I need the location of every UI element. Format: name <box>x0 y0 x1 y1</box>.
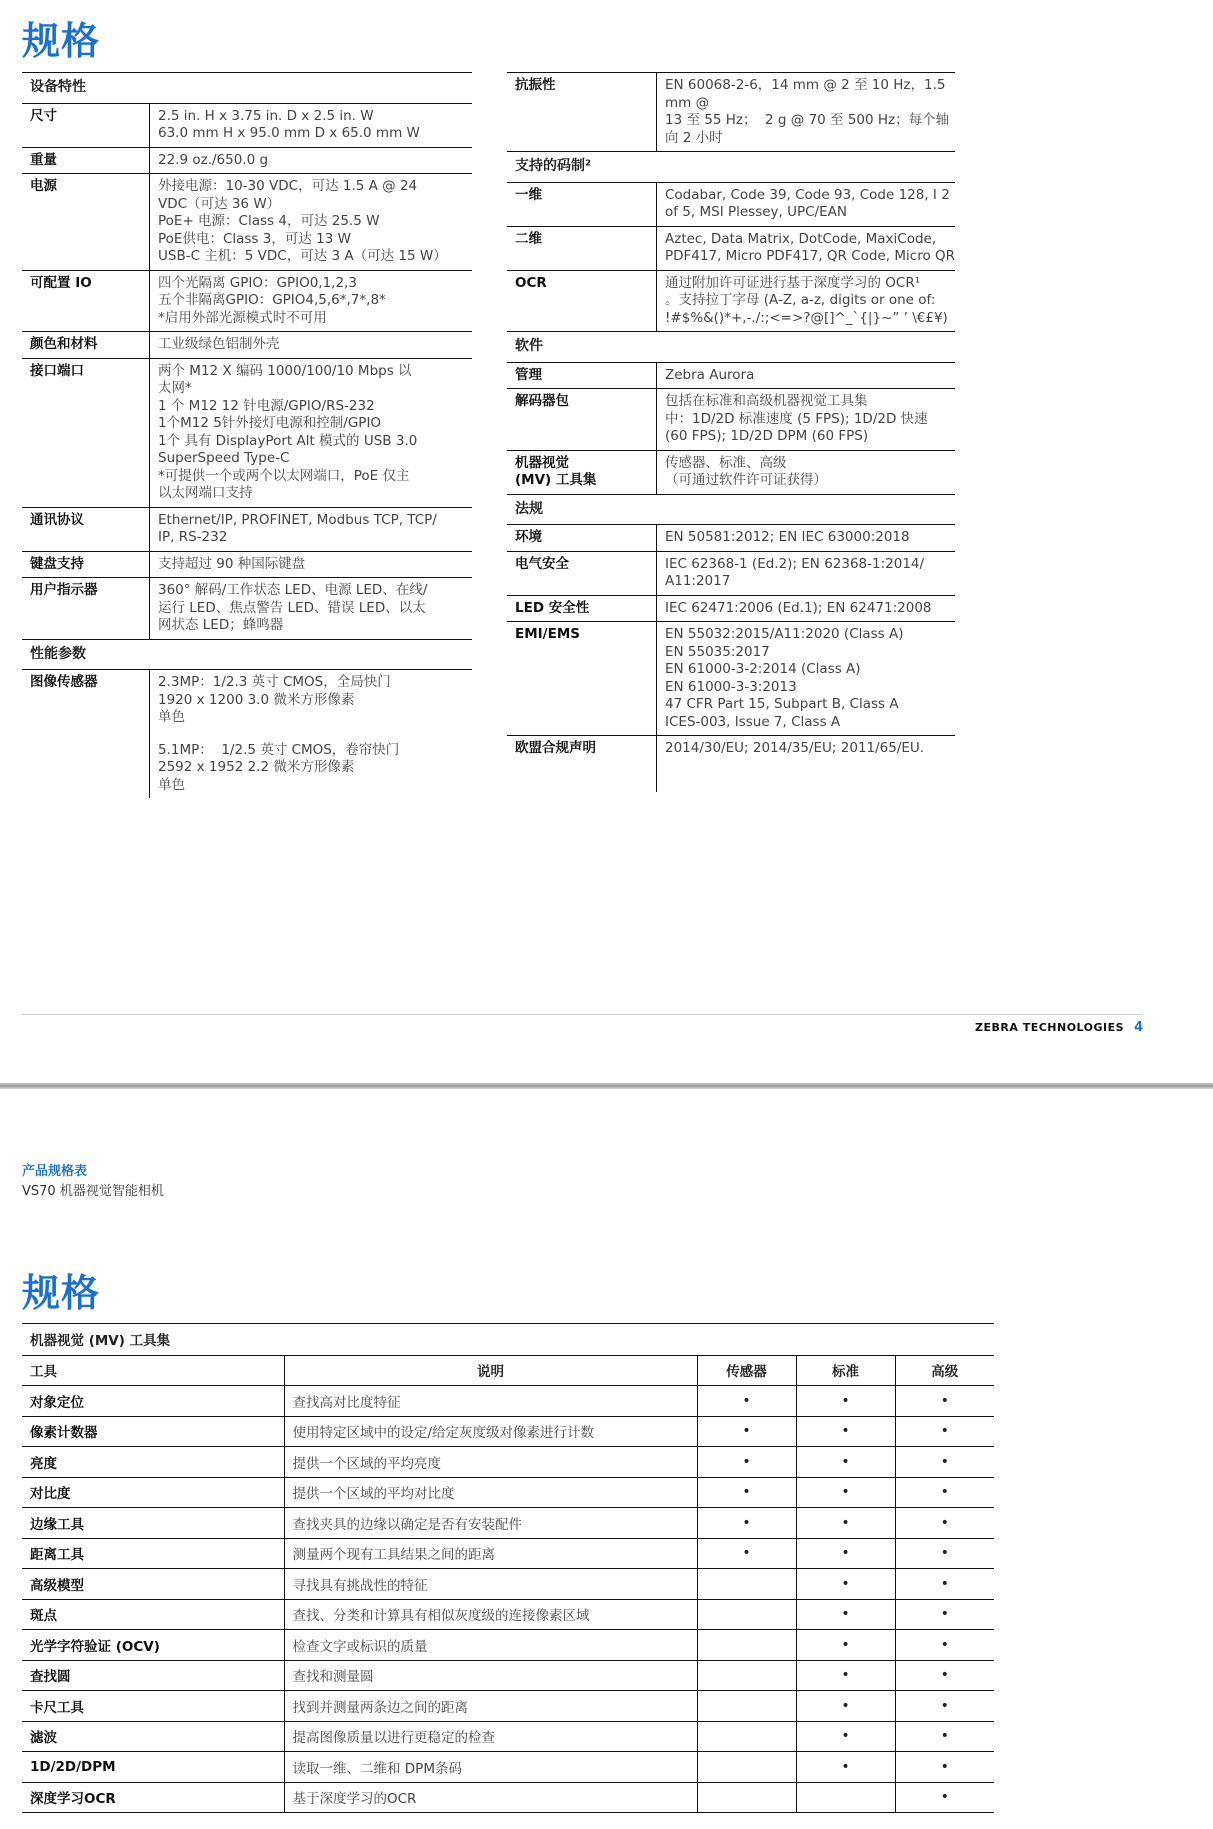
advanced-mark: • <box>895 1630 994 1661</box>
table-row <box>22 1691 994 1722</box>
tool-description: 寻找具有挑战性的特征 <box>284 1569 697 1600</box>
spec-row <box>22 271 472 333</box>
spec-value-line: SuperSpeed Type-C <box>158 450 290 466</box>
spec-value <box>150 670 407 798</box>
tool-description: 使用特定区域中的设定/给定灰度级对像素进行计数 <box>284 1416 697 1447</box>
tool-name: 光学字符验证 (OCV) <box>22 1630 284 1661</box>
spec-value-line: 5.1MP： 1/2.5 英寸 CMOS，卷帘快门 <box>158 741 400 758</box>
sensor-mark <box>697 1660 796 1691</box>
spec-value-line: 22.9 oz./650.0 g <box>158 151 269 168</box>
spec-value-line: VDC（可达 36 W） <box>158 195 281 212</box>
section-header: 法规 <box>507 495 955 526</box>
col-header-advanced: 高级 <box>895 1355 994 1386</box>
table-row <box>22 1508 994 1539</box>
spec-value-line: 太网* <box>158 380 192 396</box>
spec-value-line: EN 55035:2017 <box>665 643 770 660</box>
table-row <box>22 1721 994 1752</box>
standard-mark: • <box>796 1416 895 1447</box>
table-row <box>22 1599 994 1630</box>
col-header-standard: 标准 <box>796 1355 895 1386</box>
spec-value-line: (60 FPS); 1D/2D DPM (60 FPS) <box>665 428 869 444</box>
spec-row <box>507 271 955 333</box>
spec-label: 用户指示器 <box>22 578 150 639</box>
advanced-mark: • <box>895 1660 994 1691</box>
tool-description: 查找夹具的边缘以确定是否有安装配件 <box>284 1508 697 1539</box>
tool-description: 查找和测量圆 <box>284 1660 697 1691</box>
spec-value-line: PoE供电：Class 3，可达 13 W <box>158 230 351 247</box>
spec-row <box>507 72 955 152</box>
spec-value-line: 五个非隔离GPIO：GPIO4,5,6*,7*,8* <box>158 292 386 308</box>
spec-value-line: 1920 x 1200 3.0 微米方形像素 <box>158 691 355 708</box>
spec-value-line: 。支持拉丁字母 (A-Z, a-z, digits or one of: <box>665 292 936 308</box>
table-row <box>22 1538 994 1569</box>
sensor-mark <box>697 1782 796 1813</box>
standard-mark: • <box>796 1691 895 1722</box>
page-title-2: 规格 <box>22 1271 101 1315</box>
spec-value-line: A11:2017 <box>665 573 731 589</box>
advanced-mark: • <box>895 1447 994 1478</box>
table-row <box>22 1782 994 1813</box>
spec-value-line: 1个M12 5针外接灯电源和控制/GPIO <box>158 415 382 431</box>
spec-row <box>507 363 955 390</box>
spec-value <box>657 736 932 792</box>
spec-value-line: 网状态 LED；蜂鸣器 <box>158 617 284 633</box>
spec-label: 管理 <box>507 363 657 389</box>
tool-description: 提供一个区域的平均对比度 <box>284 1477 697 1508</box>
spec-value-line: IEC 62368-1 (Ed.2); EN 62368-1:2014/ <box>665 555 925 572</box>
spec-value <box>150 271 394 332</box>
spec-label: 解码器包 <box>507 389 657 450</box>
spec-value-line: 2014/30/EU; 2014/35/EU; 2011/65/EU. <box>665 740 925 756</box>
spec-value-line: EN 55032:2015/A11:2020 (Class A) <box>665 626 904 642</box>
spec-value-line: EN 50581:2012; EN IEC 63000:2018 <box>665 529 910 545</box>
spec-row <box>507 451 955 495</box>
sensor-mark <box>697 1752 796 1783</box>
spec-value <box>657 363 762 389</box>
spec-row <box>22 578 472 640</box>
col-header-sensor: 传感器 <box>697 1355 796 1386</box>
standard-mark <box>796 1782 895 1813</box>
table-row <box>22 1569 994 1600</box>
tool-name: 1D/2D/DPM <box>22 1752 284 1783</box>
spec-value <box>150 104 428 147</box>
spec-value-line: 向 2 小时 <box>665 129 723 146</box>
document-name: VS70 机器视觉智能相机 <box>22 1184 164 1199</box>
spec-value-line: !#$%&()*+,-./:;<=>?@[]^_`{|}~” ’ \€£¥) <box>665 309 948 326</box>
spec-value <box>657 271 956 332</box>
tool-description: 检查文字或标识的质量 <box>284 1630 697 1661</box>
spec-value <box>150 332 288 358</box>
advanced-mark: • <box>895 1538 994 1569</box>
standard-mark: • <box>796 1630 895 1661</box>
advanced-mark: • <box>895 1691 994 1722</box>
mv-table-title: 机器视觉 (MV) 工具集 <box>22 1323 994 1355</box>
advanced-mark: • <box>895 1569 994 1600</box>
tool-name: 卡尺工具 <box>22 1691 284 1722</box>
spec-row <box>22 148 472 175</box>
spec-label: 二维 <box>507 227 657 270</box>
standard-mark: • <box>796 1721 895 1752</box>
left-spec-column <box>22 72 472 798</box>
spec-value-line: 外接电源：10-30 VDC，可达 1.5 A @ 24 <box>158 178 418 194</box>
tool-name: 滤波 <box>22 1721 284 1752</box>
spec-row <box>507 227 955 271</box>
section-header: 性能参数 <box>22 640 472 671</box>
spec-row <box>507 552 955 596</box>
spec-value <box>657 552 932 595</box>
spec-value-line: Aztec, Data Matrix, DotCode, MaxiCode, <box>665 230 937 247</box>
spec-value-line: 360° 解码/工作状态 LED、电源 LED、在线/ <box>158 582 428 598</box>
tool-name: 亮度 <box>22 1447 284 1478</box>
spec-label: 一维 <box>507 183 657 226</box>
spec-row <box>507 389 955 451</box>
spec-row <box>22 552 472 579</box>
spec-label: EMI/EMS <box>507 622 657 735</box>
spec-row <box>22 670 472 798</box>
tool-description: 找到并测量两条边之间的距离 <box>284 1691 697 1722</box>
spec-value-line: 2592 x 1952 2.2 微米方形像素 <box>158 759 355 775</box>
tool-description: 查找高对比度特征 <box>284 1386 697 1417</box>
spec-value-line: 13 至 55 Hz； 2 g @ 70 至 500 Hz；每个轴 <box>665 112 950 128</box>
tool-description: 查找、分类和计算具有相似灰度级的连接像素区域 <box>284 1599 697 1630</box>
spec-value <box>657 389 936 450</box>
spec-value <box>150 148 276 174</box>
spec-value-line <box>665 758 924 773</box>
spec-row <box>22 174 472 271</box>
table-row <box>22 1752 994 1783</box>
sensor-mark <box>697 1691 796 1722</box>
spec-value-line: （可通过软件许可证获得） <box>665 472 827 488</box>
advanced-mark: • <box>895 1508 994 1539</box>
spec-value-line: PDF417, Micro PDF417, QR Code, Micro QR <box>665 248 955 264</box>
standard-mark: • <box>796 1569 895 1600</box>
spec-value-line: USB-C 主机：5 VDC，可达 3 A（可达 15 W） <box>158 248 447 264</box>
tool-description: 提高图像质量以进行更稳定的检查 <box>284 1721 697 1752</box>
spec-row <box>507 622 955 736</box>
sensor-mark <box>697 1721 796 1752</box>
tool-name: 高级模型 <box>22 1569 284 1600</box>
sensor-mark <box>697 1630 796 1661</box>
right-spec-column <box>507 72 955 792</box>
spec-value <box>657 525 918 551</box>
advanced-mark: • <box>895 1599 994 1630</box>
spec-value-line: EN 61000-3-3:2013 <box>665 678 797 695</box>
standard-mark: • <box>796 1477 895 1508</box>
spec-row <box>22 508 472 552</box>
section-header: 支持的码制² <box>507 152 955 183</box>
spec-value-line: 1 个 M12 12 针电源/GPIO/RS-232 <box>158 397 375 414</box>
spec-value <box>657 73 957 151</box>
spec-label: OCR <box>507 271 657 332</box>
section-header: 设备特性 <box>22 72 472 104</box>
tool-name: 深度学习OCR <box>22 1782 284 1813</box>
spec-label: 尺寸 <box>22 104 150 147</box>
spec-value-line: EN 61000-3-2:2014 (Class A) <box>665 661 861 677</box>
advanced-mark: • <box>895 1386 994 1417</box>
spec-label: 接口端口 <box>22 359 150 507</box>
spec-label: 重量 <box>22 148 150 174</box>
spec-value-line: *启用外部光源模式时不可用 <box>158 309 327 326</box>
table-row <box>22 1477 994 1508</box>
spec-label: 环境 <box>507 525 657 551</box>
table-row <box>22 1386 994 1417</box>
tool-name: 对比度 <box>22 1477 284 1508</box>
spec-value-line: Ethernet/IP, PROFINET, Modbus TCP, TCP/ <box>158 511 437 528</box>
spec-value <box>150 552 313 578</box>
footer-divider <box>22 1014 1143 1015</box>
tool-name: 斑点 <box>22 1599 284 1630</box>
spec-value-line: Zebra Aurora <box>665 366 755 383</box>
spec-label: 键盘支持 <box>22 552 150 578</box>
col-header-desc: 说明 <box>284 1355 697 1386</box>
spec-value-line: mm @ <box>665 94 710 111</box>
spec-value-line <box>665 773 924 788</box>
spec-row <box>507 525 955 552</box>
spec-value <box>657 451 835 494</box>
spec-value <box>150 578 435 639</box>
spec-value <box>657 183 958 226</box>
tool-name: 边缘工具 <box>22 1508 284 1539</box>
footer <box>975 1020 1144 1035</box>
col-header-tool: 工具 <box>22 1355 284 1386</box>
spec-label: 欧盟合规声明 <box>507 736 657 792</box>
tool-description: 测量两个现有工具结果之间的距离 <box>284 1538 697 1569</box>
spec-row <box>22 332 472 359</box>
standard-mark: • <box>796 1660 895 1691</box>
spec-value-line: 2.5 in. H x 3.75 in. D x 2.5 in. W <box>158 107 374 124</box>
advanced-mark: • <box>895 1477 994 1508</box>
sensor-mark: • <box>697 1447 796 1478</box>
spec-value-line: 1个 具有 DisplayPort Alt 模式的 USB 3.0 <box>158 432 418 449</box>
table-row <box>22 1416 994 1447</box>
spec-value-line: 运行 LED、焦点警告 LED、错误 LED、以太 <box>158 599 426 616</box>
spec-row <box>22 359 472 508</box>
spec-value-line: 通过附加许可证进行基于深度学习的 OCR¹ <box>665 274 921 291</box>
spec-value-line: 工业级绿色铝制外壳 <box>158 336 280 352</box>
standard-mark: • <box>796 1447 895 1478</box>
spec-value-line: 两个 M12 X 编码 1000/100/10 Mbps 以 <box>158 362 412 379</box>
standard-mark: • <box>796 1752 895 1783</box>
spec-value-line: 单色 <box>158 709 185 725</box>
advanced-mark: • <box>895 1782 994 1813</box>
spec-value-line: PoE+ 电源：Class 4，可达 25.5 W <box>158 213 380 229</box>
sensor-mark <box>697 1569 796 1600</box>
tool-name: 查找圆 <box>22 1660 284 1691</box>
tool-description: 提供一个区域的平均亮度 <box>284 1447 697 1478</box>
spec-value-line: IP, RS-232 <box>158 529 228 545</box>
page-title: 规格 <box>22 19 101 63</box>
advanced-mark: • <box>895 1416 994 1447</box>
spec-value-line: 单色 <box>158 776 185 793</box>
spec-value <box>657 227 963 270</box>
advanced-mark: • <box>895 1721 994 1752</box>
spec-value-line: 包括在标准和高级机器视觉工具集 <box>665 393 868 409</box>
spec-value <box>657 622 912 735</box>
table-row <box>22 1630 994 1661</box>
sensor-mark: • <box>697 1508 796 1539</box>
advanced-mark: • <box>895 1752 994 1783</box>
page-separator <box>0 1083 1213 1089</box>
standard-mark: • <box>796 1386 895 1417</box>
spec-row <box>507 596 955 623</box>
spec-label: 电源 <box>22 174 150 270</box>
spec-label: 通讯协议 <box>22 508 150 551</box>
spec-label: 电气安全 <box>507 552 657 595</box>
spec-value <box>150 359 425 507</box>
spec-row <box>507 736 955 792</box>
spec-value-line: 中：1D/2D 标准速度 (5 FPS); 1D/2D 快速 <box>665 410 928 427</box>
table-row <box>22 1447 994 1478</box>
tool-name: 对象定位 <box>22 1386 284 1417</box>
sensor-mark: • <box>697 1477 796 1508</box>
spec-label: 图像传感器 <box>22 670 150 798</box>
spec-value-line: *可提供一个或两个以太网端口，PoE 仅主 <box>158 467 410 484</box>
spec-value-line: 以太网端口支持 <box>158 485 253 501</box>
footer-company: ZEBRA TECHNOLOGIES <box>975 1021 1125 1034</box>
spec-row <box>507 183 955 227</box>
spec-value-line: 四个光隔离 GPIO：GPIO0,1,2,3 <box>158 274 357 291</box>
spec-value-line: EN 60068-2-6，14 mm @ 2 至 10 Hz，1.5 <box>665 77 946 93</box>
spec-value <box>657 596 940 622</box>
tool-name: 像素计数器 <box>22 1416 284 1447</box>
tool-description: 基于深度学习的OCR <box>284 1782 697 1813</box>
spec-value-line: ICES-003, Issue 7, Class A <box>665 713 841 730</box>
standard-mark: • <box>796 1599 895 1630</box>
spec-label: 颜色和材料 <box>22 332 150 358</box>
tool-description: 读取一维、二维和 DPM条码 <box>284 1752 697 1783</box>
spec-value-line: 传感器、标准、高级 <box>665 454 787 471</box>
spec-value <box>150 174 455 270</box>
sensor-mark <box>697 1599 796 1630</box>
spec-value-line: IEC 62471:2006 (Ed.1); EN 62471:2008 <box>665 599 932 616</box>
spec-label: 可配置 IO <box>22 271 150 332</box>
sensor-mark: • <box>697 1538 796 1569</box>
spec-row <box>22 104 472 148</box>
spec-value-line: 63.0 mm H x 95.0 mm D x 65.0 mm W <box>158 125 420 141</box>
spec-label: 机器视觉 (MV) 工具集 <box>507 451 657 494</box>
page-number: 4 <box>1134 1020 1144 1035</box>
tool-name: 距离工具 <box>22 1538 284 1569</box>
spec-value-line: of 5, MSI Plessey, UPC/EAN <box>665 204 847 220</box>
sensor-mark: • <box>697 1416 796 1447</box>
document-category: 产品规格表 <box>22 1164 88 1179</box>
mv-toolset-table <box>22 1323 994 1813</box>
spec-label: LED 安全性 <box>507 596 657 622</box>
spec-value <box>150 508 445 551</box>
spec-value-line: 2.3MP：1/2.3 英寸 CMOS，全局快门 <box>158 674 391 690</box>
sensor-mark: • <box>697 1386 796 1417</box>
spec-value-line: 支持超过 90 种国际键盘 <box>158 555 306 572</box>
spec-label: 抗振性 <box>507 73 657 151</box>
spec-value-line: 47 CFR Part 15, Subpart B, Class A <box>665 696 899 712</box>
standard-mark: • <box>796 1538 895 1569</box>
spec-value-line <box>158 727 399 742</box>
spec-value-line: Codabar, Code 39, Code 93, Code 128, I 2 <box>665 186 950 203</box>
standard-mark: • <box>796 1508 895 1539</box>
section-header: 软件 <box>507 332 955 363</box>
table-row <box>22 1660 994 1691</box>
